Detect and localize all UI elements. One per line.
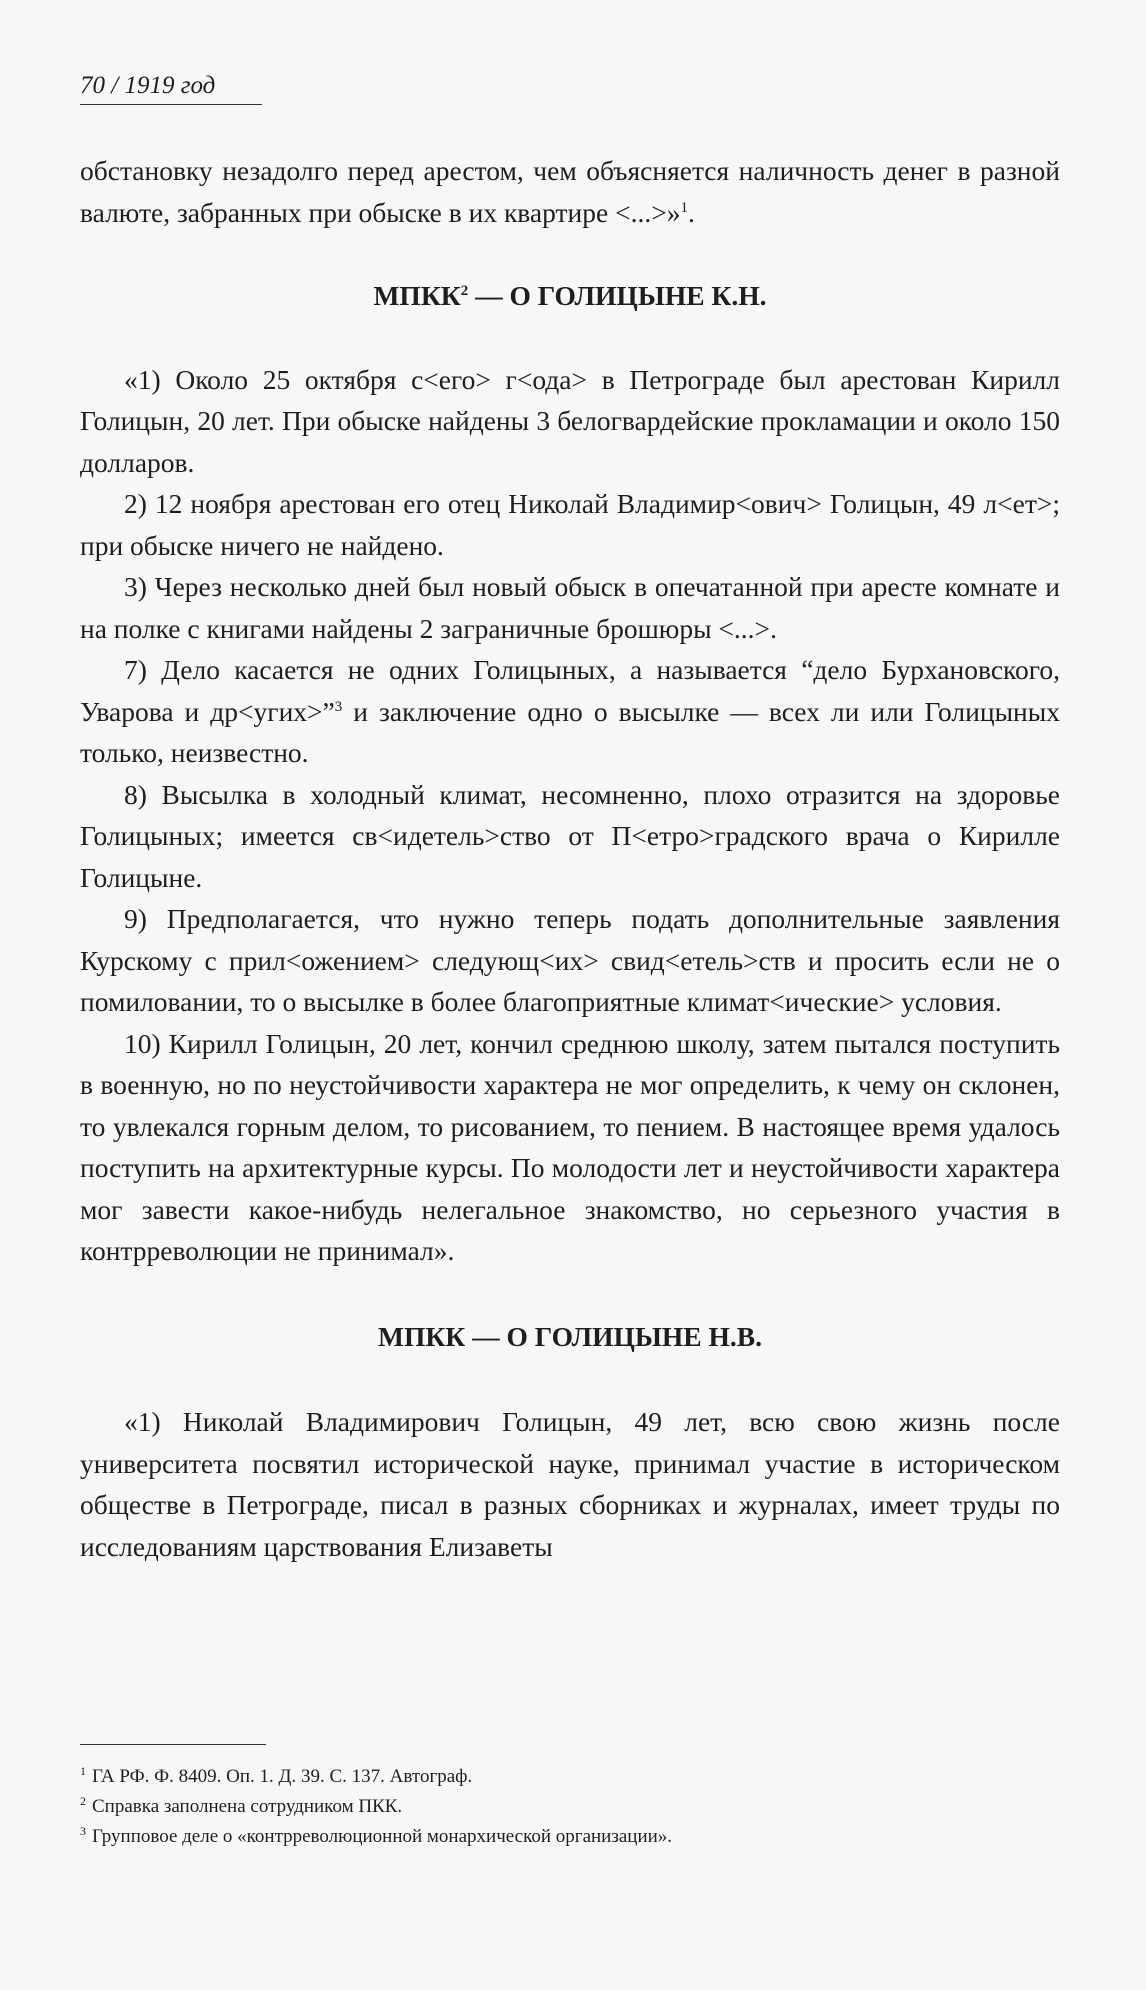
section-heading-1 bbox=[80, 233, 1060, 359]
section-heading-2: МПКК — О ГОЛИЦЫНЕ Н.В. bbox=[378, 1320, 762, 1352]
paragraph-item-3: 3) Через несколько дней был новый обыск в опечатанной при аресте комнате и на полке с книгами найдены 2 заграничные брошюры <...>. bbox=[80, 571, 1060, 644]
footnote-3-number: 3 bbox=[80, 1823, 86, 1838]
section-heading-1-text: МПКК bbox=[373, 280, 461, 311]
section-heading-1-rest: — О ГОЛИЦЫНЕ К.Н. bbox=[468, 280, 767, 311]
footnote-ref-3: 3 bbox=[334, 698, 343, 715]
footnote-1-number: 1 bbox=[80, 1763, 86, 1778]
paragraph-item-10: 10) Кирилл Голицын, 20 лет, кончил среднюю школу, затем пытался поступить в военную, но по неустойчивости характера не мог определить, к чему он склонен, то увлекался горным делом, то рисованием, то пением. В настоящее время удалось поступить на архитектурные курсы. По молодости лет и неустойчивости характера мог завести какое-нибудь нелегальное знакомство, но серьезного участия в контрреволюции не принимал». bbox=[80, 1027, 1060, 1266]
footnote-rule bbox=[80, 1744, 266, 1745]
footnotes bbox=[80, 1762, 1060, 1852]
paragraph-item-7-rest: и заключение одно о высылке — всех ли или Голицыных только, неизвестно. bbox=[80, 695, 1060, 768]
paragraph-item-1: «1) Около 25 октября с<его> г<ода> в Петрограде был арестован Кирилл Голицын, 20 лет. При обыске найдены 3 белогвардейские прокламации и около 150 долларов. bbox=[80, 363, 1060, 478]
intro-text: обстановку незадолго перед арестом, чем объясняется наличность денег в разной валюте, забранных при обыске в их квартире <...>» bbox=[80, 155, 1060, 228]
footnote-ref-1: 1 bbox=[680, 199, 688, 216]
paragraph-item-2: 2) 12 ноября арестован его отец Николай Владимир<ович> Голицын, 49 л<ет>; при обыске ничего не найдено. bbox=[80, 488, 1060, 561]
footnote-2-text: Справка заполнена сотрудником ПКК. bbox=[92, 1796, 403, 1817]
footnote-3-text: Групповое деле о «контрреволюционной монархической организации». bbox=[92, 1826, 673, 1847]
running-head-rule bbox=[80, 104, 262, 105]
paragraph-item-8: 8) Высылка в холодный климат, несомненно, плохо отразится на здоровье Голицыных; имеется св<идетель>ство от П<етро>градского врача о Кирилле Голицыне. bbox=[80, 778, 1060, 893]
paragraph-item-7-text: 7) Дело касается не одних Голицыных, а называется “дело Бурхановского, Уварова и др<угих>” bbox=[80, 654, 1060, 727]
paragraph-item-7 bbox=[80, 649, 1060, 774]
running-head: 70 / 1919 год bbox=[80, 72, 216, 99]
footnote-2 bbox=[80, 1792, 1060, 1822]
footnote-1-text: ГА РФ. Ф. 8409. Оп. 1. Д. 39. С. 137. Автограф. bbox=[92, 1766, 473, 1787]
intro-paragraph: обстановку незадолго перед арестом, чем объясняется наличность денег в разной валюте, забранных при обыске в их квартире <...>»$^1$. bbox=[80, 155, 1060, 228]
footnote-ref-2: 2 bbox=[460, 282, 469, 299]
body-text bbox=[80, 150, 1060, 1567]
paragraph-item-nv-1: «1) Николай Владимирович Голицын, 49 лет, всю свою жизнь после университета посвятил исторической науке, принимал участие в историческом обществе в Петрограде, писал в разных сборниках и журналах, имеет труды по исследованиям царствования Елизаветы bbox=[80, 1406, 1060, 1562]
footnote-3 bbox=[80, 1822, 1060, 1852]
paragraph-item-9: 9) Предполагается, что нужно теперь подать дополнительные заявления Курскому с прил<ожением> следующ<их> свид<етель>ств и просить если не о помиловании, то о высылке в более благоприятные климат<ические> условия. bbox=[80, 903, 1060, 1017]
footnote-1 bbox=[80, 1762, 1060, 1792]
footnote-2-number: 2 bbox=[80, 1793, 86, 1808]
